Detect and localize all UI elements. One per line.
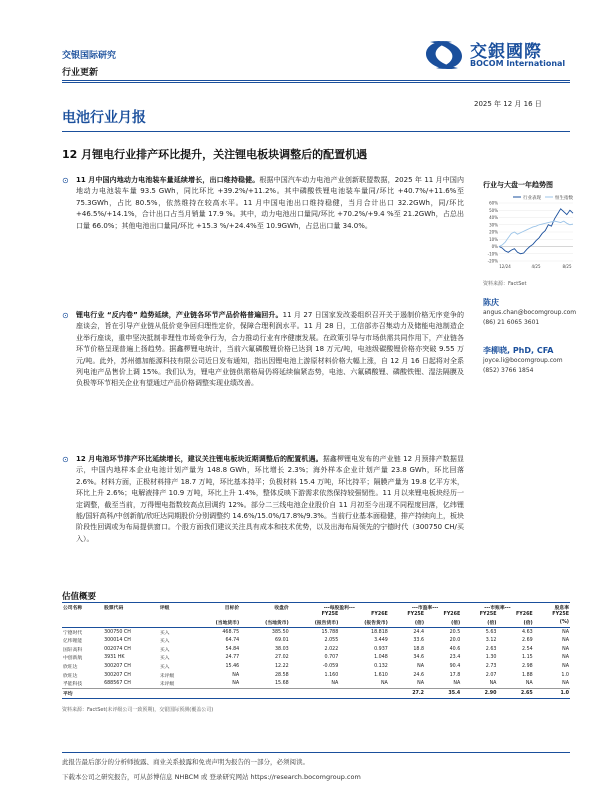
col-eps: ---每股盈利--- bbox=[290, 603, 389, 612]
analyst-2-name: 李柳晓, PhD, CFA bbox=[483, 346, 554, 355]
table-cell: 1.160 bbox=[324, 672, 339, 678]
table-cell: 468.75 bbox=[222, 629, 240, 635]
logo-text-cn: 交銀國際 bbox=[470, 42, 542, 62]
table-cell: 2.98 bbox=[522, 663, 533, 669]
table-cell: 688567 CH bbox=[104, 681, 131, 687]
table-cell: 300207 CH bbox=[104, 663, 131, 669]
col-yield: 股息率 bbox=[534, 603, 570, 612]
table-cell: 2.055 bbox=[324, 638, 339, 644]
paragraph-2-lead: 锂电行业 “反内卷” 趋势延续，产业链各环节产品价格普遍回升。 bbox=[76, 311, 283, 319]
table-cell: 1.30 bbox=[485, 655, 497, 661]
table-cell: 300750 CH bbox=[104, 629, 131, 635]
paragraph-2-body: 11 月 27 日国家发改委组织召开关于遏制价格无序竞争的座谈会，旨在引导产业链从低价竞争回归理性定价，保障合理利润水平。11 月 28 日，工信部亦召集动力及储能电池制造企业举行座谈，重申坚决抵制非理性市场竞争行为，合力推动行业有序健康发展。在政策引导与市场供需共同作用下，产业链各环节价格呈现普遍上扬趋势。据鑫椤锂电统计，当前六氟磷酸锂价格已达到 18 万元/吨，电池级碳酸锂价格亦突破 9.55 万元/吨。此外，苏州德加能源科技有限公司近日发布通知，指出因锂电池上游原材料价格大幅上涨，自 12 月 16 日起将对全系列电池产品售价上调 15%。我们认为，锂电产业链供需格局仍将延续偏紧态势，电池、六氟磷酸锂、磷酸铁锂、湿法隔膜及负极等环节相关企业有望通过产品价格调整实现业绩改善。 bbox=[76, 311, 464, 388]
bullet-icon: ⊙ bbox=[62, 176, 69, 185]
table-cell: 买入 bbox=[159, 647, 170, 653]
table-cell: NA bbox=[232, 681, 240, 687]
table-cell: 33.6 bbox=[413, 638, 425, 644]
analyst-1-email[interactable]: angus.chan@bocomgroup.com bbox=[483, 309, 577, 317]
table-cell: 20.0 bbox=[449, 638, 461, 644]
hdr-pb-26: FY26E bbox=[515, 612, 533, 618]
table-cell: NA bbox=[562, 638, 569, 644]
table-cell: 18.818 bbox=[371, 629, 388, 635]
logo-text-en: BOCOM International bbox=[470, 59, 566, 68]
table-cell: 1.048 bbox=[374, 655, 388, 661]
hdr-unit-pb26: (倍) bbox=[497, 618, 533, 627]
table-cell: 2.73 bbox=[485, 663, 497, 669]
x-tick-label: 4/25 bbox=[531, 264, 541, 269]
col-ticker: 股票代码 bbox=[103, 603, 159, 612]
paragraph-3 bbox=[76, 454, 464, 545]
report-title: 电池行业月报 bbox=[62, 110, 146, 126]
paragraph-3-lead: 12 月电池环节排产环比延续增长，建议关注锂电板块近期调整后的配置机遇。 bbox=[76, 455, 323, 463]
table-cell: 买入 bbox=[159, 630, 170, 636]
y-tick-label: -20% bbox=[487, 258, 498, 264]
table-cell: 宁德时代 bbox=[63, 630, 83, 636]
table-cell bbox=[191, 688, 241, 698]
table-cell: 0.132 bbox=[374, 663, 388, 669]
table-cell: 385.50 bbox=[271, 629, 289, 635]
table-cell: 2.07 bbox=[485, 672, 497, 678]
table-cell: 2.90 bbox=[461, 688, 497, 698]
hdr-unit-eps25: (报告货币) bbox=[290, 618, 340, 627]
table-cell: 64.74 bbox=[225, 638, 240, 644]
table-cell: 27.2 bbox=[389, 688, 425, 698]
table-cell: 国轩高科 bbox=[63, 647, 83, 653]
table-cell: 2.022 bbox=[324, 646, 339, 652]
table-cell: 未评级 bbox=[159, 682, 175, 688]
analyst-1-name: 陈庆 bbox=[483, 298, 499, 307]
col-pb: ---市账率--- bbox=[461, 603, 533, 612]
table-cell bbox=[339, 688, 389, 698]
table-cell: 3.449 bbox=[374, 638, 388, 644]
table-cell bbox=[159, 688, 191, 698]
table-cell: -0.059 bbox=[322, 663, 339, 669]
table-cell: 3931 HK bbox=[104, 655, 125, 661]
hdr-unit-target: (当地货币) bbox=[191, 618, 241, 627]
analyst-1 bbox=[483, 298, 575, 329]
table-cell: 1.0 bbox=[534, 688, 570, 698]
hdr-unit-pe25: (倍) bbox=[389, 618, 425, 627]
analyst-2-phone: (852) 3766 1854 bbox=[483, 367, 534, 375]
y-tick-label: 30% bbox=[489, 222, 498, 228]
table-cell: 2.54 bbox=[522, 646, 533, 652]
table-cell: NA bbox=[562, 663, 569, 669]
footer-disclaimer: 此报告最后部分的分析师披露、商业关系披露和免责声明为报告的一部分，必须阅读。 bbox=[62, 758, 309, 766]
table-cell: 0.707 bbox=[324, 655, 339, 661]
hdr-unit-close: (当地货币) bbox=[240, 618, 290, 627]
col-company: 公司名称 bbox=[62, 603, 103, 612]
legend-label-hsi: 恒生指数 bbox=[555, 196, 573, 201]
y-tick-label: 20% bbox=[489, 229, 498, 235]
hdr-unit-eps26: (报告货币) bbox=[339, 618, 389, 627]
table-cell: 买入 bbox=[159, 656, 170, 662]
table-cell: 23.4 bbox=[449, 655, 461, 661]
valuation-table bbox=[62, 602, 570, 699]
table-cell: 300014 CH bbox=[104, 638, 131, 644]
sidebar-chart-title: 行业与大盘一年趋势图 bbox=[483, 181, 553, 189]
bullet-icon: ⊙ bbox=[62, 455, 69, 464]
col-rating: 评级 bbox=[159, 603, 191, 612]
table-cell: 24.6 bbox=[413, 672, 425, 678]
x-tick-label: 12/24 bbox=[499, 264, 511, 269]
table-cell: NA bbox=[525, 681, 533, 687]
hdr-eps-26: FY26E bbox=[371, 612, 388, 618]
paragraph-3-body: 据鑫椤锂电发布的产业链 12 月预排产数据显示，中国内地样本企业电池计划产量为 148.8 GWh，环比增长 2.3%；海外样本企业计划产量 23.8 GWh，环比回落 2.6%。材料方面，正极材料排产 18.7 万吨，环比基本持平；负极材料 15.4 万吨，环比持平；隔膜产量为 19.8 亿平方米，环比上升 2.6%；电解液排产 10.9 万吨，环比上升 1.4%，整体反映下游需求依然保持较强韧性。11 月以来锂电板块经历一定调整，截至当前，万得锂电指数较高点回调约 12%。部分二三线电池企业股价自 11 月初至今出现不同程度回落，亿纬锂能/国轩高科/中创新航/欣旺达同期股价分别调整约 14.6%/15.0%/17.8%/9.3%。当前行业基本面稳健，排产持续向上，板块阶段性回调或为布局提供窗口。个股方面我们建议关注具有成本和技术优势，以及出海布局领先的宁德时代（300750 CH/买入）。 bbox=[76, 455, 464, 543]
paragraph-2 bbox=[76, 310, 464, 390]
table-cell: 孚能科技 bbox=[63, 682, 83, 688]
table-cell: NA bbox=[562, 681, 569, 687]
table-cell: NA bbox=[380, 681, 388, 687]
hdr-yield-25: FY25E bbox=[552, 612, 569, 618]
table-cell: 35.4 bbox=[425, 688, 461, 698]
hdr-eps-25: FY25E bbox=[321, 612, 339, 618]
table-cell: 15.46 bbox=[225, 663, 240, 669]
table-cell: 34.6 bbox=[413, 655, 425, 661]
table-row bbox=[62, 636, 570, 645]
table-cell: 亿纬锂能 bbox=[63, 639, 83, 645]
table-cell: 24.4 bbox=[413, 629, 425, 635]
table-cell bbox=[290, 688, 340, 698]
table-cell: 2.63 bbox=[485, 646, 497, 652]
trend-chart bbox=[483, 193, 575, 273]
series-line-0 bbox=[499, 209, 573, 254]
valuation-title: 估值概要 bbox=[62, 592, 97, 602]
table-row bbox=[62, 662, 570, 671]
table-cell: 5.63 bbox=[485, 629, 497, 635]
table-cell: 24.77 bbox=[225, 655, 240, 661]
table-cell: 17.8 bbox=[449, 672, 461, 678]
bullet-icon: ⊙ bbox=[62, 311, 69, 320]
y-tick-label: -10% bbox=[487, 251, 498, 257]
analyst-2 bbox=[483, 346, 575, 377]
paragraph-1-lead: 11 月中国内地动力电池装车量延续增长，出口维持稳健。 bbox=[76, 176, 260, 184]
table-row bbox=[62, 645, 570, 654]
table-cell bbox=[103, 688, 159, 698]
table-cell: NA bbox=[562, 629, 569, 635]
y-tick-label: 40% bbox=[489, 215, 498, 220]
table-header-row bbox=[62, 603, 570, 612]
table-cell: 1.88 bbox=[522, 672, 533, 678]
header-rule-2 bbox=[62, 82, 570, 83]
table-cell: 买入 bbox=[159, 639, 170, 645]
hdr-pb-25: FY25E bbox=[479, 612, 497, 618]
table-row bbox=[62, 679, 570, 688]
brand-name: 交银国际研究 bbox=[62, 51, 117, 61]
table-cell: 28.58 bbox=[274, 672, 289, 678]
col-close: 收盘价 bbox=[240, 603, 290, 612]
table-cell: 69.01 bbox=[274, 638, 289, 644]
table-cell: NA bbox=[562, 655, 569, 661]
paragraph-1-body: 根据中国汽车动力电池产业创新联盟数据，2025 年 11 月中国内地动力电池装车量 93.5 GWh，同比环比 +39.2%/+11.2%。其中磷酸铁锂电池装车量同/环比 +40.7%/+11.6%至 75.3GWh，占比 80.5%，依然维持在较高水平。11 月中国电池出口维持稳健，当月合计出口 32.2GWh，同/环比 +46.5%/+14.1%，合计出口占当月销量 17.9 %。其中，动力电池出口量同/环比 +70.2%/+9.4 %至 21.2GWh，占总出口量 66.0%；其他电池出口量同/环比 +15.3 %/+24.4%至 10.9GWh，占总出口量 34.0%。 bbox=[76, 176, 464, 230]
col-pe: ---市盈率--- bbox=[389, 603, 461, 612]
table-cell: NA bbox=[562, 646, 569, 652]
legend-label-industry: 行业表现 bbox=[523, 196, 541, 201]
analyst-1-phone: (86) 21 6065 3601 bbox=[483, 319, 540, 327]
header-rule bbox=[62, 80, 570, 81]
headline: 12 月锂电行业排产环比提升，关注锂电板块调整后的配置机遇 bbox=[62, 148, 368, 161]
col-target: 目标价 bbox=[191, 603, 241, 612]
table-row bbox=[62, 654, 570, 663]
table-cell: 未评级 bbox=[159, 673, 175, 679]
table-cell: 2.65 bbox=[497, 688, 533, 698]
y-tick-label: 50% bbox=[489, 207, 498, 213]
table-source: 资料来源：FactSet(未评级公司一致预期)，交银国际预测(覆盖公司) bbox=[62, 707, 214, 713]
table-cell: 0.937 bbox=[374, 646, 388, 652]
bocom-logo-icon bbox=[422, 38, 466, 72]
analyst-2-email[interactable]: joyce.li@bocomgroup.com bbox=[483, 357, 563, 365]
sidebar-chart-source: 资料来源：FactSet bbox=[483, 281, 527, 287]
table-cell: 12.22 bbox=[274, 663, 289, 669]
table-cell: 买入 bbox=[159, 664, 170, 670]
table-cell: 欣旺达 bbox=[63, 673, 78, 679]
table-header-row bbox=[62, 612, 570, 619]
table-header-row bbox=[62, 618, 570, 627]
table-cell: NA bbox=[417, 663, 425, 669]
hdr-pe-26: FY26E bbox=[443, 612, 461, 618]
table-cell: 15.788 bbox=[321, 629, 339, 635]
x-tick-label: 8/25 bbox=[562, 264, 572, 269]
table-cell: NA bbox=[232, 672, 240, 678]
table-cell: 18.8 bbox=[413, 646, 425, 652]
table-cell: 欣旺达 bbox=[63, 664, 78, 670]
table-cell: NA bbox=[489, 681, 497, 687]
table-cell: 1.610 bbox=[374, 672, 388, 678]
table-cell: 54.84 bbox=[225, 646, 240, 652]
table-cell: 2.69 bbox=[522, 638, 533, 644]
table-row bbox=[62, 627, 570, 636]
table-cell: 38.03 bbox=[274, 646, 289, 652]
table-cell: NA bbox=[417, 681, 425, 687]
table-cell: 15.68 bbox=[274, 681, 289, 687]
report-date: 2025 年 12 月 16 日 bbox=[474, 100, 542, 108]
footer-download[interactable]: 下载本公司之研究报告，可从彭博信息 NHBCM 或 登录研究网站 https://research.bocomgroup.com bbox=[62, 773, 361, 781]
table-cell: 300207 CH bbox=[104, 672, 131, 678]
table-cell: 40.6 bbox=[449, 646, 461, 652]
hdr-unit-pe26: (倍) bbox=[425, 618, 461, 627]
title-rule bbox=[62, 131, 570, 132]
hdr-unit-pb25: (倍) bbox=[461, 618, 497, 627]
paragraph-1 bbox=[76, 175, 464, 232]
table-cell bbox=[240, 688, 290, 698]
y-tick-label: 60% bbox=[489, 200, 498, 206]
table-cell: 27.02 bbox=[274, 655, 289, 661]
table-cell: 3.12 bbox=[485, 638, 497, 644]
table-cell: NA bbox=[453, 681, 461, 687]
report-type: 行业更新 bbox=[62, 68, 99, 78]
footer-rule bbox=[62, 752, 570, 753]
table-cell: 平均 bbox=[62, 688, 103, 698]
table-cell: 90.4 bbox=[449, 663, 461, 669]
hdr-pe-25: FY25E bbox=[407, 612, 425, 618]
table-cell: 20.5 bbox=[449, 629, 461, 635]
table-cell: NA bbox=[331, 681, 339, 687]
table-row bbox=[62, 688, 570, 698]
table-row bbox=[62, 671, 570, 680]
table-cell: 中创新航 bbox=[63, 656, 83, 662]
hdr-unit-yield: (%) bbox=[534, 618, 570, 627]
table-cell: 1.0 bbox=[561, 672, 569, 678]
table-cell: 1.15 bbox=[522, 655, 533, 661]
table-cell: 002074 CH bbox=[104, 646, 131, 652]
y-tick-label: 10% bbox=[489, 236, 498, 242]
table-cell: 4.63 bbox=[522, 629, 533, 635]
y-tick-label: 0% bbox=[491, 244, 498, 249]
